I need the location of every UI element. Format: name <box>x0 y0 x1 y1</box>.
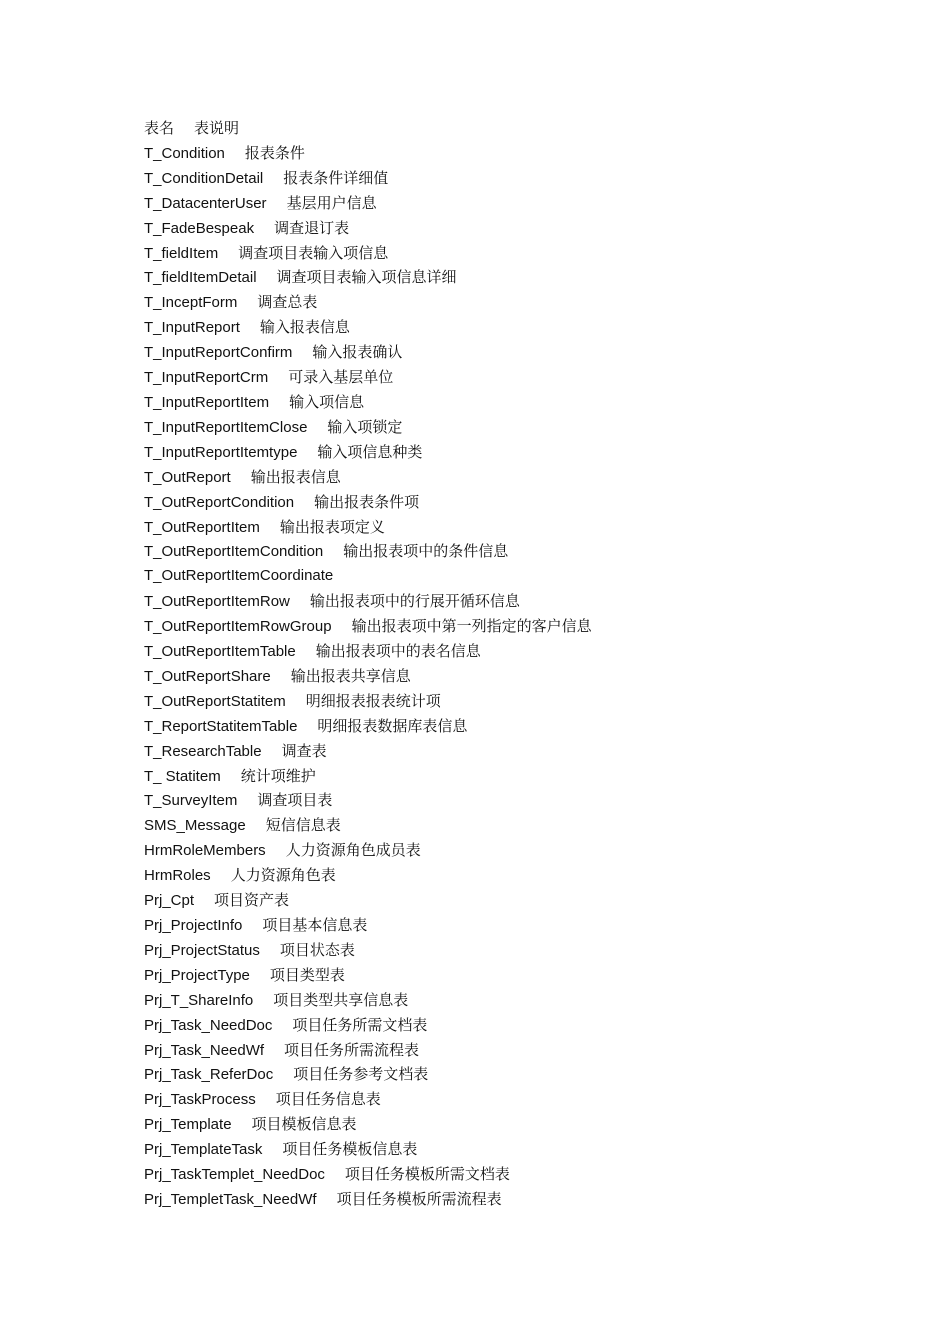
table-name: T_Condition <box>144 144 225 162</box>
table-description: 明细报表报表统计项 <box>305 691 441 710</box>
table-description: 项目类型共享信息表 <box>273 990 409 1009</box>
list-item <box>144 988 904 1013</box>
list-item <box>144 739 904 764</box>
table-name: T_ConditionDetail <box>144 169 264 187</box>
table-description: 输入项信息种类 <box>317 442 423 461</box>
list-item <box>144 141 904 166</box>
table-description: 调查项目表 <box>257 791 333 810</box>
table-name: T_OutReport <box>144 468 231 486</box>
table-description: 输出报表项定义 <box>279 517 385 536</box>
table-name: T_fieldItemDetail <box>144 269 257 287</box>
table-description: 项目资产表 <box>214 891 290 910</box>
table-description: 人力资源角色成员表 <box>285 841 421 860</box>
list-item <box>144 315 904 340</box>
table-description: 输出报表信息 <box>250 467 341 486</box>
table-description: 输出报表条件项 <box>314 492 420 511</box>
list-item <box>144 216 904 241</box>
list-item <box>144 440 904 465</box>
table-description: 项目模板信息表 <box>251 1115 357 1134</box>
header-table-name: 表名 <box>144 119 175 137</box>
list-item <box>144 863 904 888</box>
table-name: Prj_Task_NeedWf <box>144 1041 265 1059</box>
table-name: Prj_ProjectInfo <box>144 917 243 934</box>
table-description: 项目基本信息表 <box>262 916 368 934</box>
list-item <box>144 838 904 863</box>
list-item <box>144 490 904 515</box>
table-name: Prj_Task_NeedDoc <box>144 1016 273 1034</box>
table-name: T_OutReportItemCoordinate <box>144 567 334 585</box>
table-name: HrmRoles <box>144 867 211 885</box>
table-list <box>144 141 904 1212</box>
table-name: T_DatacenterUser <box>144 194 267 212</box>
list-item <box>144 589 904 614</box>
list-item <box>144 813 904 838</box>
list-item <box>144 1038 904 1063</box>
list-item <box>144 191 904 216</box>
table-description: 调查项目表输入项信息详细 <box>276 268 457 287</box>
table-name: T_OutReportItemRowGroup <box>144 618 332 636</box>
table-description: 项目类型表 <box>269 965 345 984</box>
list-item <box>144 290 904 315</box>
table-description: 明细报表数据库表信息 <box>317 716 468 735</box>
table-description: 项目任务所需文档表 <box>292 1015 428 1034</box>
table-description: 输出报表项中的行展开循环信息 <box>309 592 520 611</box>
table-description: 调查退订表 <box>274 218 350 237</box>
list-item <box>144 689 904 714</box>
table-description: 输入报表信息 <box>259 318 350 337</box>
table-name: T_SurveyItem <box>144 792 238 810</box>
table-name: T_OutReportItemCondition <box>144 543 324 561</box>
table-name: Prj_ProjectStatus <box>144 941 260 959</box>
table-description: 调查表 <box>281 741 327 760</box>
list-item <box>144 963 904 988</box>
list-item <box>144 390 904 415</box>
header-table-description: 表说明 <box>194 119 240 137</box>
list-item <box>144 764 904 789</box>
list-item <box>144 539 904 564</box>
table-list-document <box>144 116 904 1212</box>
table-description: 项目任务模板所需文档表 <box>344 1165 510 1184</box>
table-name: Prj_Cpt <box>144 892 195 910</box>
table-description: 输出报表项中的条件信息 <box>343 542 509 561</box>
list-item <box>144 564 904 589</box>
table-description: 输入项锁定 <box>327 417 403 436</box>
list-item <box>144 465 904 490</box>
list-item <box>144 1087 904 1112</box>
table-name: T_InputReportItem <box>144 393 270 411</box>
table-name: T_InputReportItemClose <box>144 418 308 436</box>
table-name: T_OutReportCondition <box>144 493 295 511</box>
table-name: T_fieldItem <box>144 244 219 262</box>
table-name: T_OutReportStatitem <box>144 692 286 710</box>
table-description: 输入项信息 <box>289 392 365 411</box>
table-name: Prj_T_ShareInfo <box>144 991 254 1009</box>
list-item <box>144 1013 904 1038</box>
table-name: T_OutReportItemRow <box>144 593 290 611</box>
table-name: Prj_Task_ReferDoc <box>144 1066 274 1084</box>
table-name: HrmRoleMembers <box>144 842 266 860</box>
table-name: T_OutReportItemTable <box>144 643 296 661</box>
table-description: 可录入基层单位 <box>288 368 394 387</box>
list-item <box>144 614 904 639</box>
list-item <box>144 714 904 739</box>
list-item <box>144 1162 904 1187</box>
list-item <box>144 415 904 440</box>
table-description: 项目任务模板信息表 <box>282 1140 418 1159</box>
table-name: T_ResearchTable <box>144 742 262 760</box>
list-item <box>144 788 904 813</box>
table-description: 调查总表 <box>257 293 318 312</box>
list-item <box>144 340 904 365</box>
table-name: Prj_TemplateTask <box>144 1141 263 1159</box>
table-name: T_InputReport <box>144 319 240 337</box>
table-description: 输出报表项中第一列指定的客户信息 <box>351 617 592 636</box>
table-description: 输入报表确认 <box>312 343 403 362</box>
table-name: T_InputReportConfirm <box>144 344 293 362</box>
list-item <box>144 664 904 689</box>
table-name: Prj_TempletTask_NeedWf <box>144 1190 317 1208</box>
table-name: Prj_Template <box>144 1116 232 1134</box>
table-name: T_InceptForm <box>144 294 238 312</box>
table-name: SMS_Message <box>144 817 246 835</box>
table-description: 短信信息表 <box>265 816 341 835</box>
table-description: 输出报表共享信息 <box>290 666 411 685</box>
table-name: Prj_TaskProcess <box>144 1091 256 1109</box>
table-description: 调查项目表输入项信息 <box>238 243 389 262</box>
table-description: 项目状态表 <box>279 940 355 959</box>
table-name: T_InputReportItemtype <box>144 443 298 461</box>
list-header <box>144 116 904 141</box>
list-item <box>144 166 904 191</box>
table-name: Prj_ProjectType <box>144 966 250 984</box>
list-item <box>144 888 904 913</box>
list-item <box>144 639 904 664</box>
table-name: T_OutReportShare <box>144 667 271 685</box>
list-item <box>144 1187 904 1212</box>
list-item <box>144 515 904 540</box>
list-item <box>144 241 904 266</box>
table-description: 报表条件详细值 <box>283 168 389 187</box>
table-description: 人力资源角色表 <box>230 866 336 885</box>
list-item <box>144 1062 904 1087</box>
table-description: 统计项维护 <box>240 766 316 785</box>
table-description: 项目任务参考文档表 <box>293 1065 429 1084</box>
list-item <box>144 265 904 290</box>
table-name: T_ Statitem <box>144 767 221 785</box>
table-description: 项目任务所需流程表 <box>284 1040 420 1059</box>
table-description: 基层用户信息 <box>286 193 377 212</box>
table-name: T_FadeBespeak <box>144 219 255 237</box>
list-item <box>144 1112 904 1137</box>
list-item <box>144 365 904 390</box>
list-item <box>144 938 904 963</box>
table-description: 项目任务模板所需流程表 <box>336 1189 502 1208</box>
table-name: T_ReportStatitemTable <box>144 717 298 735</box>
table-name: T_OutReportItem <box>144 518 260 536</box>
table-description: 输出报表项中的表名信息 <box>315 642 481 661</box>
list-item <box>144 1137 904 1162</box>
table-description: 项目任务信息表 <box>275 1090 381 1109</box>
table-description: 报表条件 <box>244 143 305 162</box>
list-item <box>144 913 904 938</box>
table-name: Prj_TaskTemplet_NeedDoc <box>144 1166 325 1184</box>
table-name: T_InputReportCrm <box>144 369 269 387</box>
